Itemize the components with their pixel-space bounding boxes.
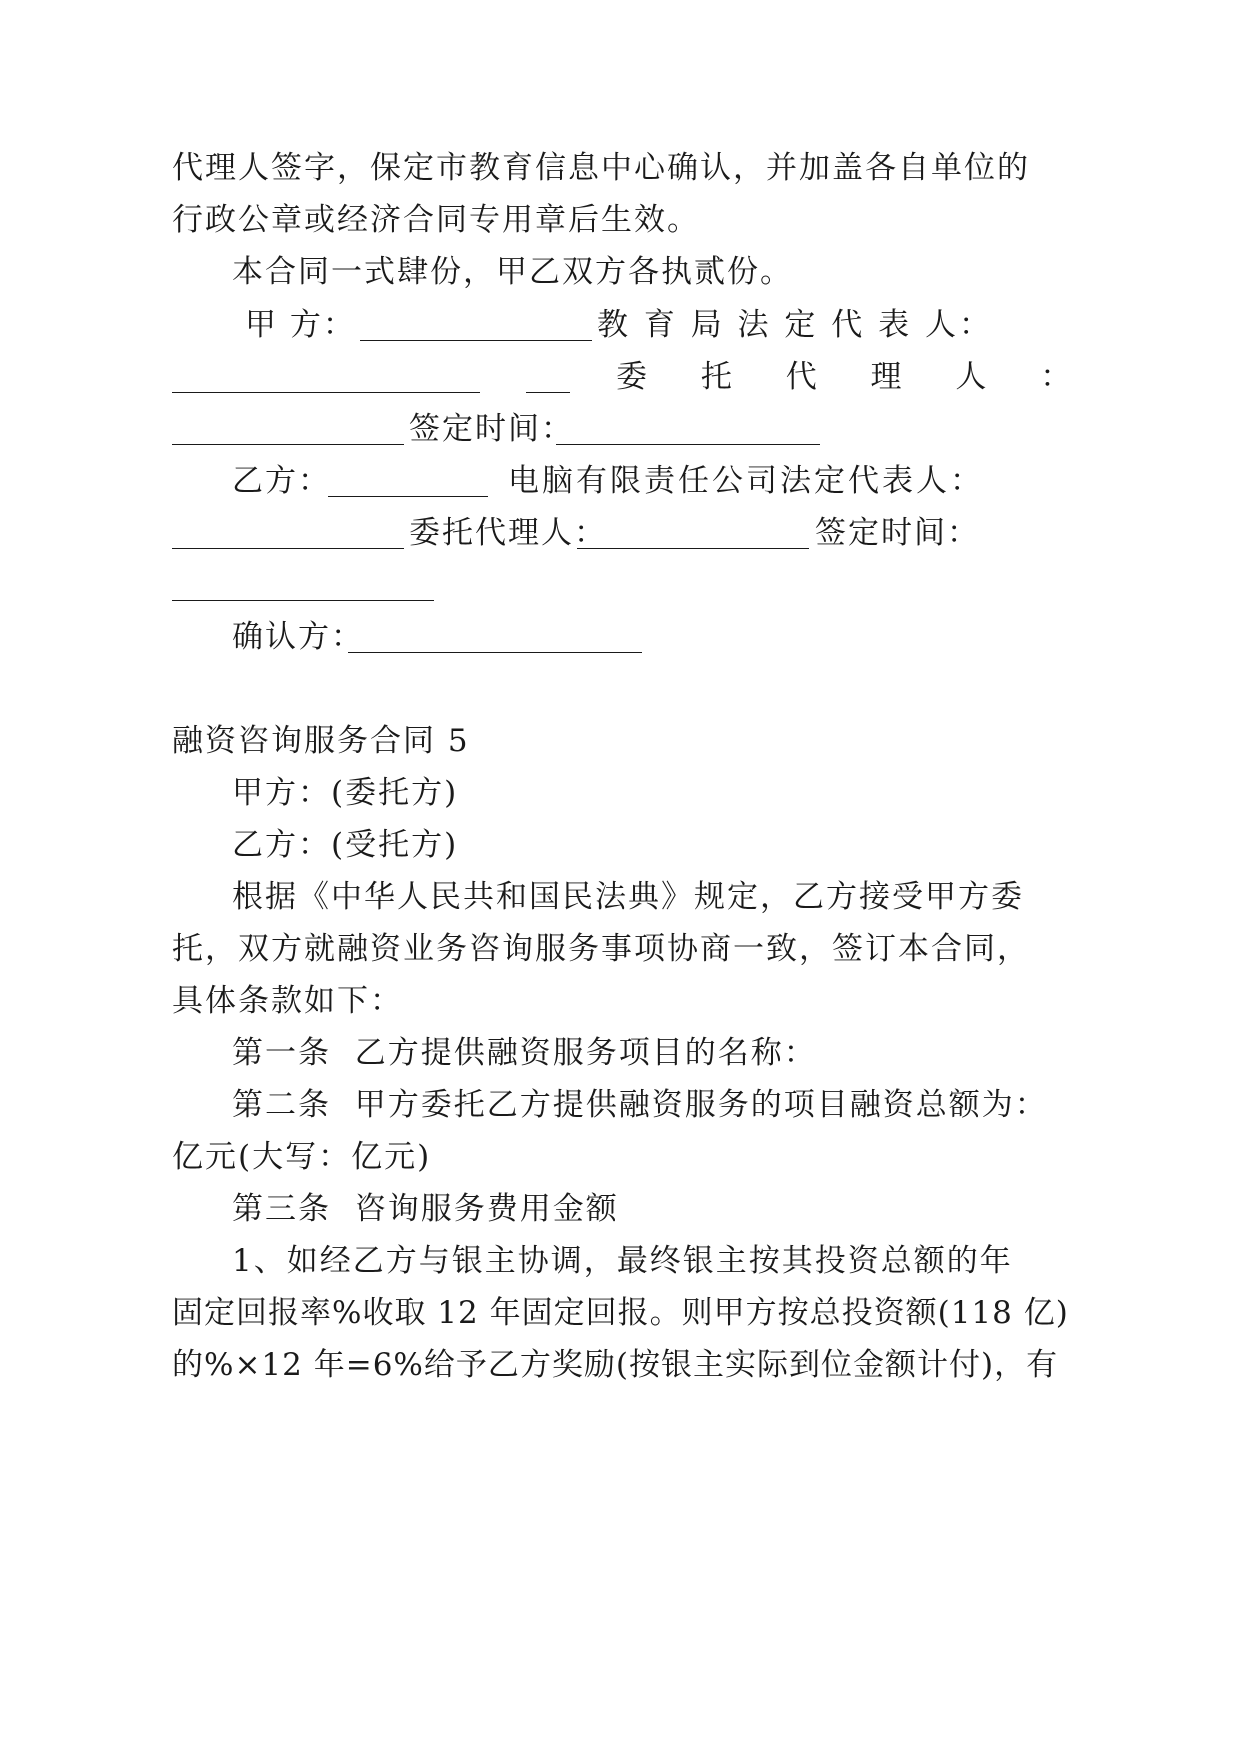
- paragraph-line: 具体条款如下：: [172, 983, 403, 1019]
- paragraph-line: 1、如经乙方与银主协调，最终银主按其投资总额的年: [232, 1243, 1013, 1279]
- signature-blank: [172, 422, 404, 445]
- party-a-label: 甲 方：: [245, 307, 356, 343]
- legal-rep-label: 教 育 局 法 定 代 表 人：: [597, 307, 993, 343]
- paragraph-line: 亿元(大写：亿元): [172, 1139, 432, 1175]
- agent-label-b: 委托代理人：: [409, 515, 607, 551]
- signature-blank: [328, 474, 488, 497]
- company-rep-label: 电脑有限责任公司法定代表人：: [508, 463, 984, 499]
- article-3: 第三条 咨询服务费用金额: [232, 1191, 619, 1227]
- party-b-label: 乙方：: [232, 463, 331, 499]
- paragraph-line: 根据《中华人民共和国民法典》规定，乙方接受甲方委: [232, 879, 1024, 915]
- paragraph-line: 本合同一式肆份，甲乙双方各执贰份。: [232, 254, 793, 290]
- signature-blank: [526, 370, 570, 393]
- signature-blank: [556, 422, 820, 445]
- signature-blank: [172, 578, 434, 601]
- paragraph-line: 代理人签字，保定市教育信息中心确认，并加盖各自单位的: [172, 150, 1030, 186]
- article-1: 第一条 乙方提供融资服务项目的名称：: [232, 1035, 817, 1071]
- sign-date-label: 签定时间：: [409, 411, 574, 447]
- sign-date-label-b: 签定时间：: [815, 515, 980, 551]
- party-b-line: 乙方：(受托方): [232, 827, 459, 863]
- paragraph-line: 的%×12 年=6%给予乙方奖励(按银主实际到位金额计付)，有: [172, 1347, 1059, 1383]
- paragraph-line: 固定回报率%收取 12 年固定回报。则甲方按总投资额(118 亿): [172, 1295, 1069, 1331]
- paragraph-line: 托，双方就融资业务咨询服务事项协商一致，签订本合同，: [172, 931, 1030, 967]
- signature-blank: [172, 526, 404, 549]
- paragraph-line: 行政公章或经济合同专用章后生效。: [172, 202, 700, 238]
- party-a-line: 甲方：(委托方): [232, 775, 459, 811]
- contract-title: 融资咨询服务合同 5: [172, 723, 470, 759]
- confirm-label: 确认方：: [232, 619, 364, 655]
- signature-blank: [348, 630, 642, 653]
- article-2: 第二条 甲方委托乙方提供融资服务的项目融资总额为：: [232, 1087, 1048, 1123]
- signature-blank: [577, 526, 809, 549]
- agent-label: 委 托 代 理 人 ：: [616, 359, 1094, 395]
- signature-blank: [360, 318, 592, 341]
- signature-blank: [172, 370, 480, 393]
